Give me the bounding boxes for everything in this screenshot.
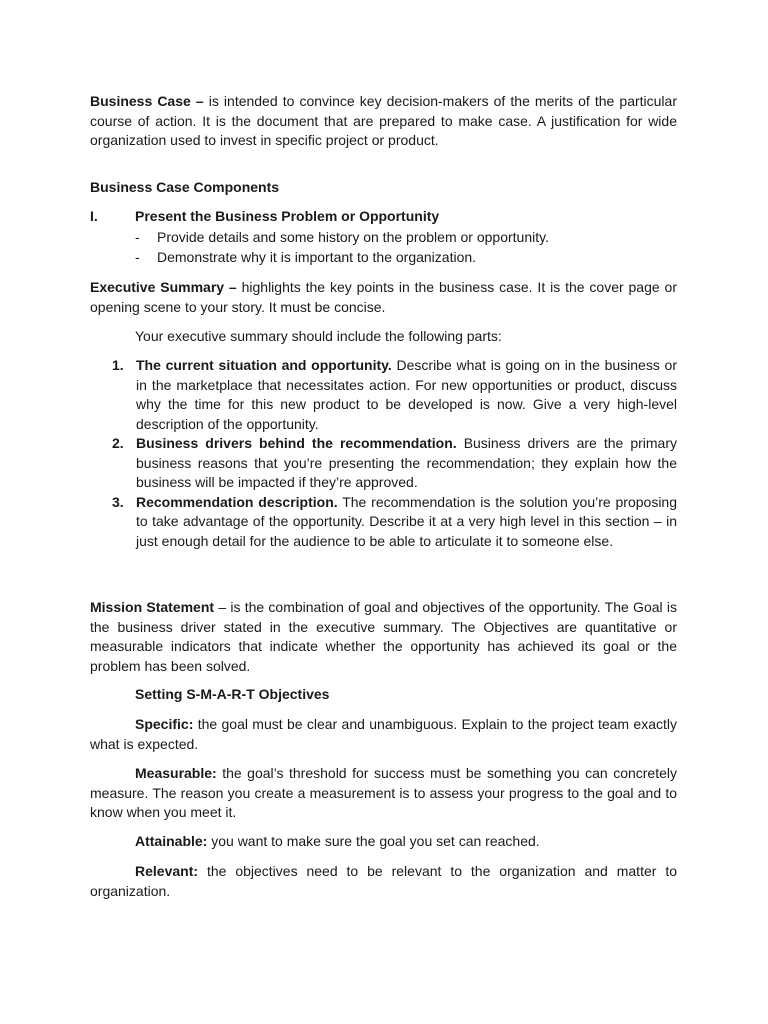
section-one-number: I.	[90, 208, 98, 224]
section-one-bullets	[135, 228, 677, 267]
smart-heading: Setting S-M-A-R-T Objectives	[135, 686, 330, 702]
item-title: Recommendation description.	[136, 493, 338, 510]
mission-statement-paragraph	[90, 598, 677, 676]
executive-summary-text: highlights the key points in the business case. It is the cover page or opening scene to your story. It must be concise.	[90, 279, 677, 315]
list-item: 3. Recommendation description. The recommendation is the solution you’re proposing to take advantage of the opportunity. Describe it at a very high level in this section – in just enough detail for the audience to be able to articulate it to someone else.	[112, 493, 677, 549]
item-text: The recommendation is the solution you’re proposing to take advantage of the opportunity. Describe it at a very high level in this section – in just enough detail for the audience to be able to articulate it to someone else.	[136, 493, 677, 549]
smart-relevant: Relevant: the objectives need to be relevant to the organization and matter to organization.	[90, 863, 677, 899]
executive-summary-paragraph	[90, 278, 677, 317]
business-case-paragraph	[90, 92, 677, 151]
smart-specific: Specific: the goal must be clear and unambiguous. Explain to the project team exactly what is expected.	[90, 716, 677, 752]
item-title: Business drivers behind the recommendation.	[136, 435, 457, 451]
components-heading: Business Case Components	[90, 179, 280, 195]
list-item: - Demonstrate why it is important to the organization.	[135, 248, 677, 268]
smart-attainable: Attainable: you want to make sure the goal you set can reached.	[135, 833, 540, 849]
list-item: - Provide details and some history on the problem or opportunity.	[135, 228, 677, 248]
item-title: The current situation and opportunity.	[136, 357, 392, 373]
list-item: 1. The current situation and opportunity. Describe what is going on in the business or in the marketplace that necessitates action. For new opportunities or product, discuss why the time for this new product to be developed is now. Give a very high-level description of the opportunity.	[112, 357, 677, 432]
item-text: Describe what is going on in the business or in the marketplace that necessitates action. For new opportunities or product, discuss why the time for this new product to be developed is now. Give a very high-level description of the opportunity.	[136, 357, 677, 432]
business-case-text: is intended to convince key decision-makers of the merits of the particular course of action. It is the document that are prepared to make case. A justification for wide organization used to invest in specific project or product.	[90, 93, 677, 148]
mission-statement-term: Mission Statement	[90, 599, 215, 615]
smart-measurable: Measurable: the goal’s threshold for success must be something you can concretely measure. The reason you create a measurement is to assess your progress to the goal and to know when you meet it.	[90, 765, 677, 820]
item-text: Business drivers are the primary business reasons that you’re presenting the recommendation; they explain how the business will be impacted if they’re approved.	[136, 435, 677, 490]
executive-summary-items	[112, 356, 677, 551]
list-item: 2. Business drivers behind the recommendation. Business drivers are the primary business reasons that you’re presenting the recommendation; they explain how the business will be impacted if they’re approved.	[112, 435, 677, 490]
business-case-term: Business Case –	[90, 93, 204, 109]
section-one-title: Present the Business Problem or Opportunity	[135, 208, 440, 224]
mission-statement-text: – is the combination of goal and objectives of the opportunity. The Goal is the business driver stated in the executive summary. The Objectives are quantitative or measurable indicators that indicate whether the opportunity has achieved its goal or the problem has been solved.	[90, 599, 677, 674]
executive-summary-term: Executive Summary –	[90, 279, 237, 295]
executive-summary-intro: Your executive summary should include the following parts:	[135, 328, 502, 344]
